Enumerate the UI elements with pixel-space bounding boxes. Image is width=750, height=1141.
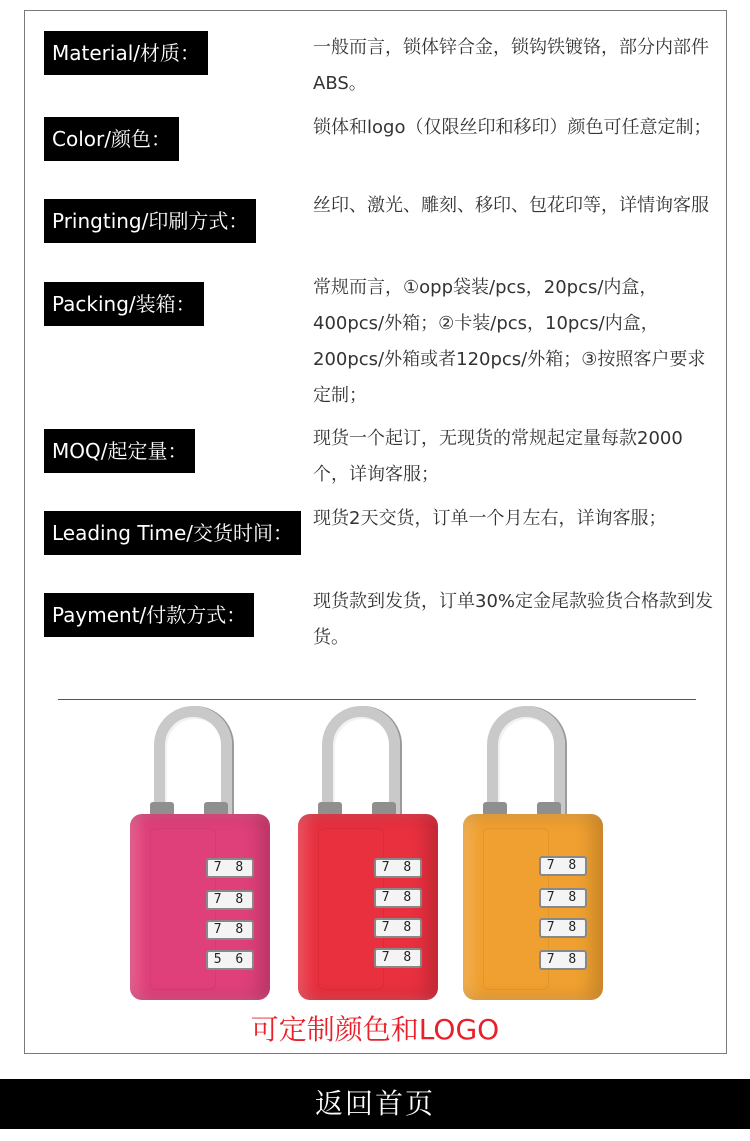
combination-dial: 7 8 bbox=[374, 858, 422, 878]
spec-label-moq: MOQ/起定量： bbox=[44, 429, 195, 473]
spec-value-printing: 丝印、激光、雕刻、移印、包花印等，详情询客服 bbox=[313, 195, 709, 216]
spec-label-material: Material/材质： bbox=[44, 31, 208, 75]
spec-label-printing: Pringting/印刷方式： bbox=[44, 199, 256, 243]
spec-value-color: 锁体和logo（仅限丝印和移印）颜色可任意定制； bbox=[313, 117, 712, 138]
combination-dial: 7 8 bbox=[539, 918, 587, 938]
spec-label-payment: Payment/付款方式： bbox=[44, 593, 254, 637]
combination-dial: 7 8 bbox=[539, 888, 587, 908]
spec-value-moq: 现货一个起订，无现货的常规起定量每款2000个，详询客服； bbox=[313, 428, 683, 485]
padlock-pink bbox=[130, 706, 280, 1006]
combination-dial: 7 8 bbox=[539, 856, 587, 876]
spec-value-packing: 常规而言，①opp袋装/pcs，20pcs/内盒，400pcs/外箱；②卡装/pcs，10pcs/内盒，200pcs/外箱或者120pcs/外箱；③按照客户要求定制； bbox=[313, 277, 706, 406]
combination-dial: 7 8 bbox=[374, 918, 422, 938]
padlock-red bbox=[298, 706, 448, 1006]
combination-dial: 5 6 bbox=[206, 950, 254, 970]
spec-label-leading-time: Leading Time/交货时间： bbox=[44, 511, 301, 555]
spec-value-material: 一般而言，锁体锌合金，锁钩铁镀铬，部分内部件ABS。 bbox=[313, 37, 709, 94]
combination-dial: 7 8 bbox=[206, 858, 254, 878]
spec-label-color: Color/颜色： bbox=[44, 117, 179, 161]
combination-dial: 7 8 bbox=[374, 888, 422, 908]
combination-dial: 7 8 bbox=[539, 950, 587, 970]
combination-dial: 7 8 bbox=[206, 890, 254, 910]
customization-caption: 可定制颜色和LOGO bbox=[250, 1013, 500, 1046]
padlock-orange bbox=[463, 706, 613, 1006]
section-divider bbox=[58, 699, 696, 700]
combination-dial: 7 8 bbox=[206, 920, 254, 940]
spec-label-packing: Packing/装箱： bbox=[44, 282, 204, 326]
combination-dial: 7 8 bbox=[374, 948, 422, 968]
spec-value-payment: 现货款到发货，订单30%定金尾款验货合格款到发货。 bbox=[313, 591, 714, 648]
spec-value-leading-time: 现货2天交货，订单一个月左右，详询客服； bbox=[313, 508, 667, 529]
back-home-button[interactable]: 返回首页 bbox=[0, 1079, 750, 1129]
